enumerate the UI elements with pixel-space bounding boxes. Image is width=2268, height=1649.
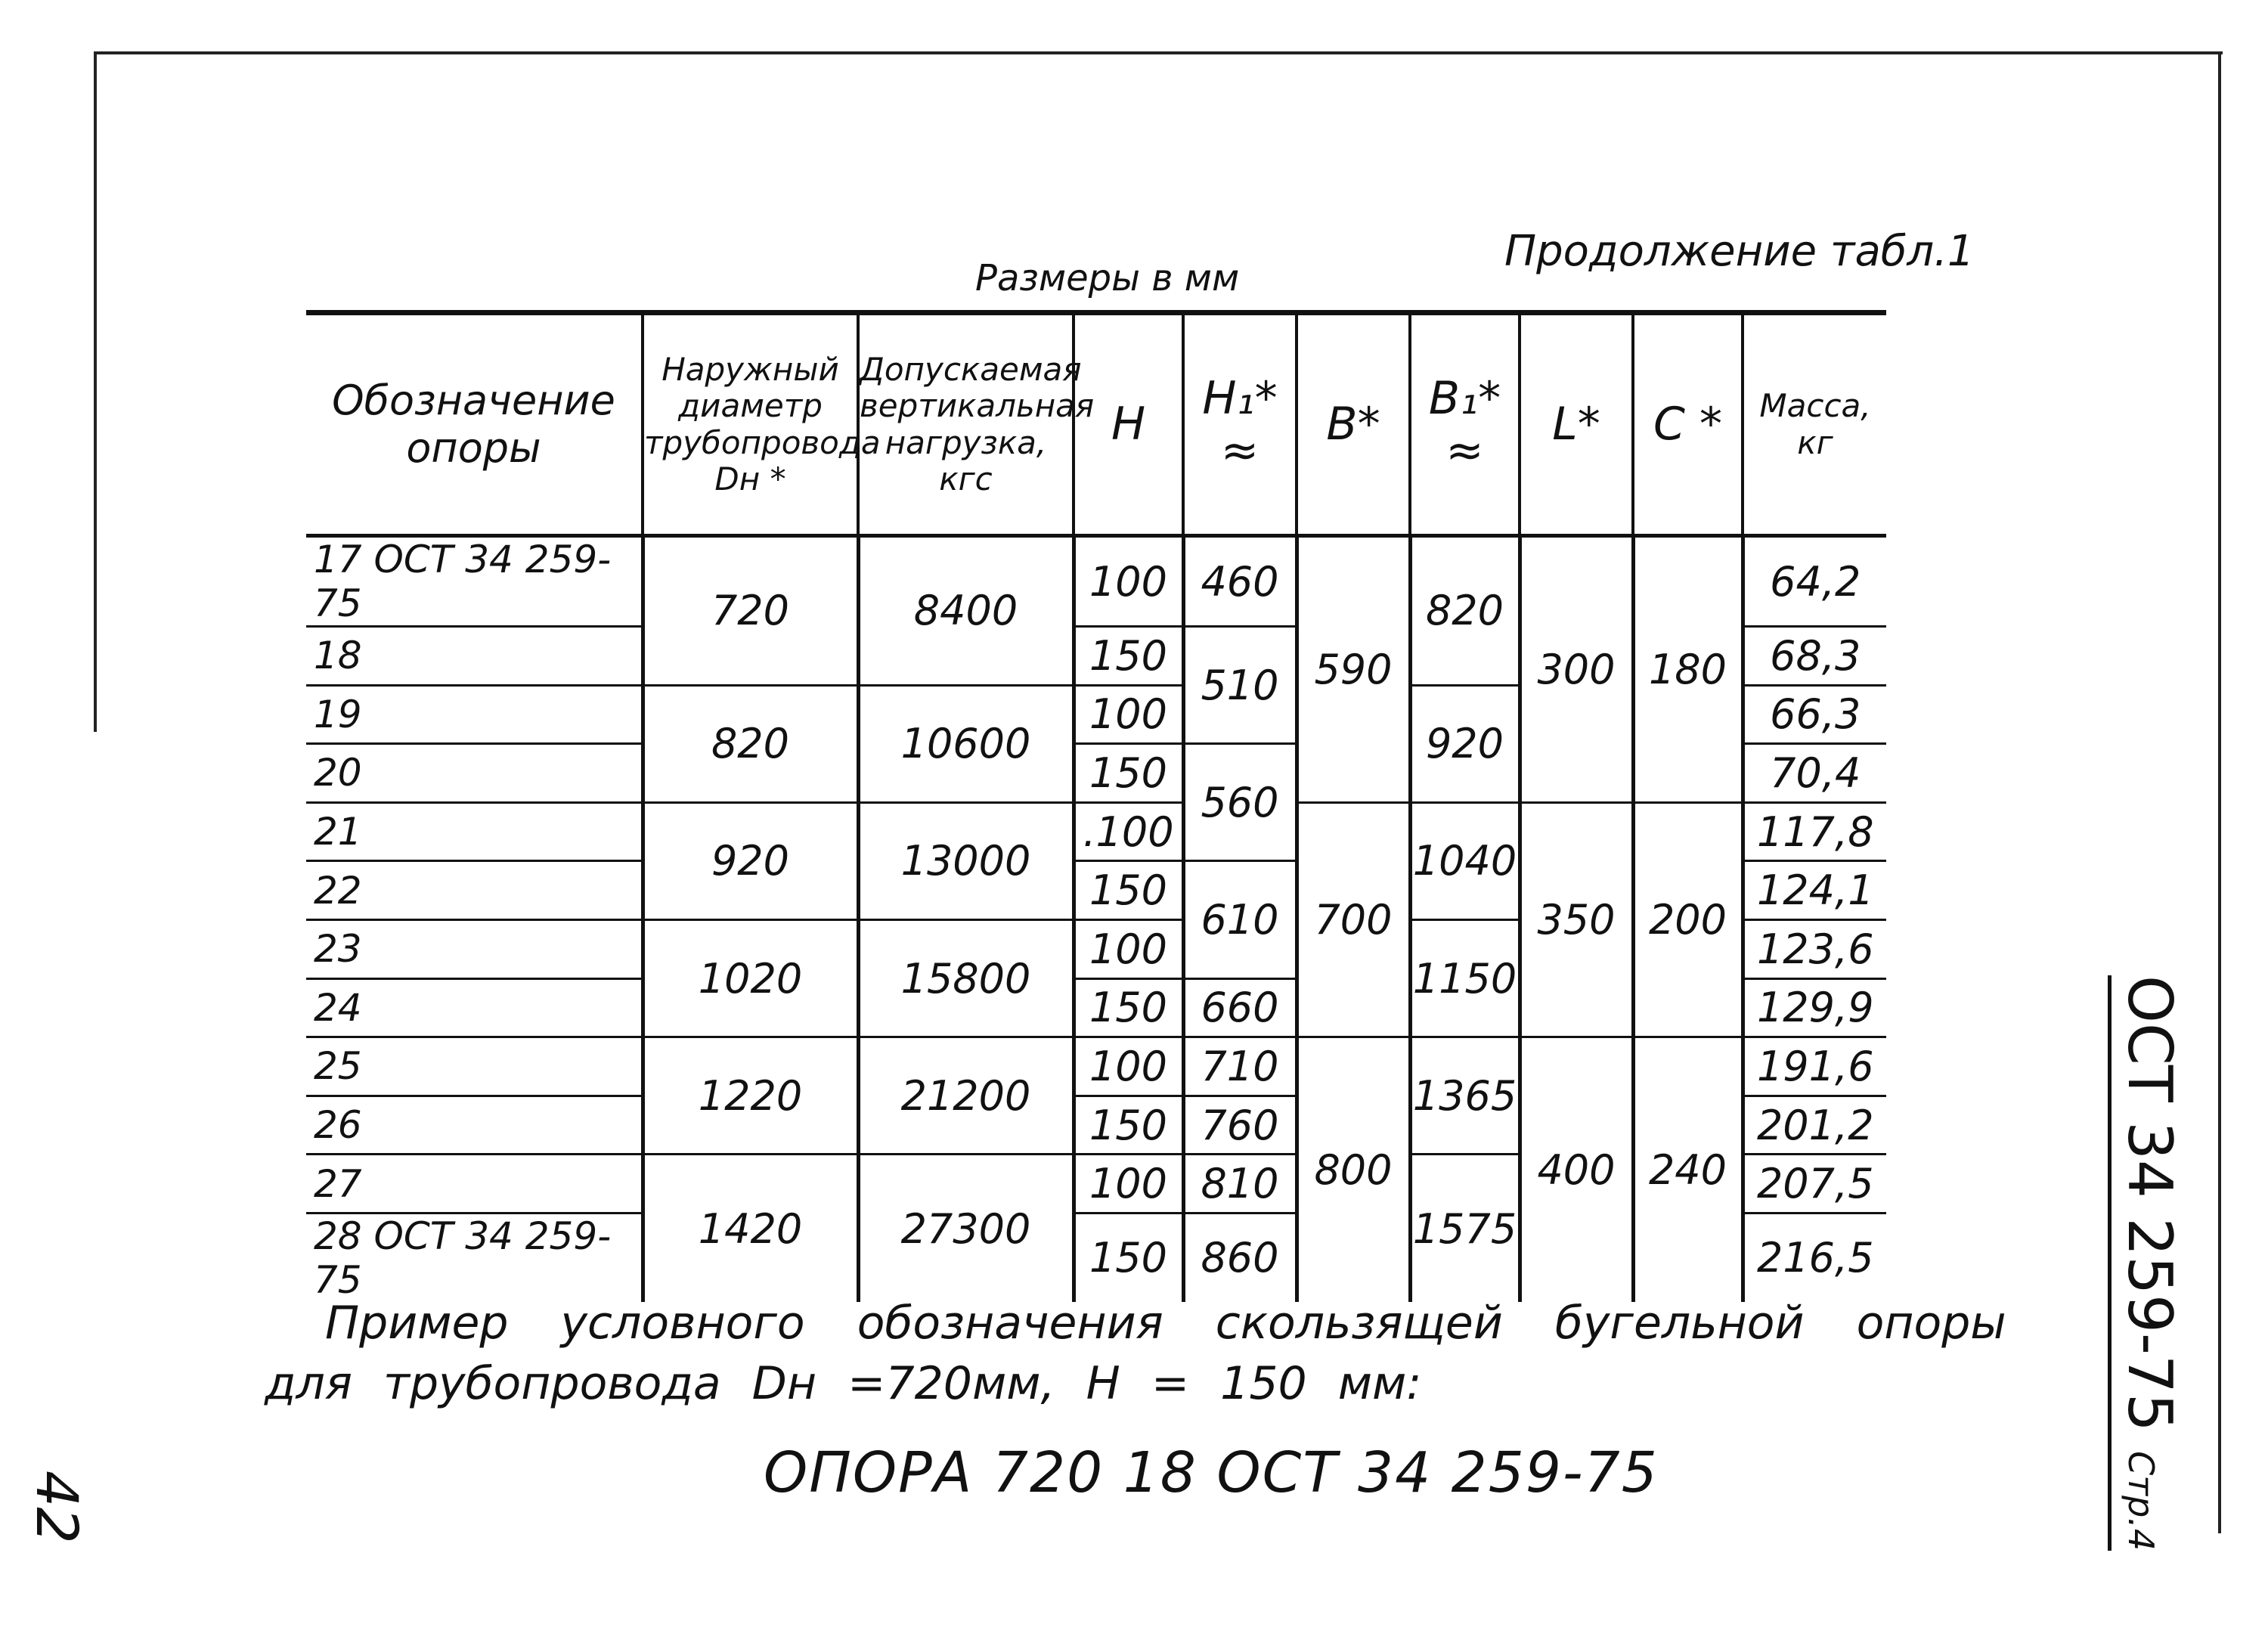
b1-cell: 1040 xyxy=(1410,802,1520,919)
h1-cell: 660 xyxy=(1183,978,1297,1037)
table-header-row xyxy=(306,313,1886,536)
diameter-cell: 1020 xyxy=(643,919,858,1037)
support-code-cell: 28 ОСТ 34 259-75 xyxy=(306,1213,643,1302)
load-cell: 15800 xyxy=(858,919,1074,1037)
mass-cell: 216,5 xyxy=(1743,1213,1886,1302)
col-header-b: B* xyxy=(1297,313,1410,536)
h-cell: 150 xyxy=(1074,978,1183,1037)
l-cell: 350 xyxy=(1520,802,1633,1037)
h-cell: 100 xyxy=(1074,685,1183,744)
support-code-cell: 25 xyxy=(306,1037,643,1096)
support-code-cell: 27 xyxy=(306,1155,643,1214)
b1-cell: 1575 xyxy=(1410,1155,1520,1302)
mass-cell: 123,6 xyxy=(1743,919,1886,978)
mass-cell: 68,3 xyxy=(1743,627,1886,686)
frame-top-line xyxy=(94,51,2223,54)
load-cell: 13000 xyxy=(858,802,1074,919)
support-code-cell: 21 xyxy=(306,802,643,861)
support-code-cell: 26 xyxy=(306,1096,643,1155)
b1-cell: 1150 xyxy=(1410,919,1520,1037)
table-row xyxy=(306,802,1886,861)
diameter-cell: 820 xyxy=(643,685,858,802)
h1-cell: 510 xyxy=(1183,627,1297,744)
h1-cell: 860 xyxy=(1183,1213,1297,1302)
diameter-cell: 1420 xyxy=(643,1155,858,1302)
h-cell: 150 xyxy=(1074,1213,1183,1302)
col-header-c: C * xyxy=(1633,313,1743,536)
table-row xyxy=(306,536,1886,627)
b1-cell: 1365 xyxy=(1410,1037,1520,1155)
mass-cell: 124,1 xyxy=(1743,861,1886,920)
diameter-cell: 920 xyxy=(643,802,858,919)
supports-spec-table xyxy=(306,310,1886,1302)
load-cell: 21200 xyxy=(858,1037,1074,1155)
col-header-h1: H₁* ≈ xyxy=(1183,313,1297,536)
h1-cell: 760 xyxy=(1183,1096,1297,1155)
h1-cell: 460 xyxy=(1183,536,1297,627)
b-cell: 800 xyxy=(1297,1037,1410,1302)
h-cell: 100 xyxy=(1074,919,1183,978)
h1-cell: 710 xyxy=(1183,1037,1297,1096)
support-code-cell: 23 xyxy=(306,919,643,978)
mass-cell: 191,6 xyxy=(1743,1037,1886,1096)
support-code-cell: 24 xyxy=(306,978,643,1037)
example-text-line2: для трубопровода Dн =720мм, H = 150 мм: xyxy=(265,1357,1422,1410)
h-cell: 100 xyxy=(1074,1037,1183,1096)
h-cell: 100 xyxy=(1074,536,1183,627)
b1-cell: 820 xyxy=(1410,536,1520,686)
table-continuation-label: Продолжение табл.1 xyxy=(1504,227,1975,276)
h-cell: .100 xyxy=(1074,802,1183,861)
h-cell: 150 xyxy=(1074,744,1183,803)
h-cell: 150 xyxy=(1074,861,1183,920)
l-cell: 300 xyxy=(1520,536,1633,803)
sheet-number: Стр.4 xyxy=(2121,1451,2161,1551)
col-header-outer-diameter: Наружный диаметр трубопровода Dн * xyxy=(643,313,858,536)
col-header-allowed-load: Допускаемая вертикальная нагрузка, кгс xyxy=(858,313,1074,536)
diameter-cell: 1220 xyxy=(643,1037,858,1155)
example-designation: ОПОРА 720 18 ОСТ 34 259-75 xyxy=(764,1440,1659,1505)
support-code-cell: 22 xyxy=(306,861,643,920)
l-cell: 400 xyxy=(1520,1037,1633,1302)
support-code-cell: 17 ОСТ 34 259-75 xyxy=(314,538,612,625)
h1-cell: 810 xyxy=(1183,1155,1297,1214)
dimensions-caption: Размеры в мм xyxy=(975,257,1240,299)
c-cell: 180 xyxy=(1633,536,1743,803)
mass-cell: 117,8 xyxy=(1743,802,1886,861)
load-cell: 8400 xyxy=(858,536,1074,686)
b1-cell: 920 xyxy=(1410,685,1520,802)
b-cell: 590 xyxy=(1297,536,1410,803)
col-header-mass: Масса, кг xyxy=(1743,313,1886,536)
col-header-designation: Обозначение опоры xyxy=(306,313,643,536)
b-cell: 700 xyxy=(1297,802,1410,1037)
mass-cell: 207,5 xyxy=(1743,1155,1886,1214)
h1-cell: 560 xyxy=(1183,744,1297,861)
support-code-cell: 20 xyxy=(306,744,643,803)
col-header-l: L* xyxy=(1520,313,1633,536)
frame-left-line xyxy=(94,51,97,732)
h1-cell: 610 xyxy=(1183,861,1297,978)
diameter-cell: 720 xyxy=(643,536,858,686)
h-cell: 150 xyxy=(1074,1096,1183,1155)
mass-cell: 66,3 xyxy=(1743,685,1886,744)
mass-cell: 129,9 xyxy=(1743,978,1886,1037)
mass-cell: 201,2 xyxy=(1743,1096,1886,1155)
col-header-b1: B₁* ≈ xyxy=(1410,313,1520,536)
col-header-h: H xyxy=(1074,313,1183,536)
mass-cell: 64,2 xyxy=(1743,536,1886,627)
page-number: 42 xyxy=(23,1471,91,1544)
standard-number: ОСТ 34 259-75 xyxy=(2115,975,2185,1432)
load-cell: 27300 xyxy=(858,1155,1074,1302)
load-cell: 10600 xyxy=(858,685,1074,802)
table-row xyxy=(306,1037,1886,1096)
c-cell: 240 xyxy=(1633,1037,1743,1302)
support-code-cell: 19 xyxy=(306,685,643,744)
support-code-cell: 18 xyxy=(306,627,643,686)
h-cell: 100 xyxy=(1074,1155,1183,1214)
frame-right-line xyxy=(2218,51,2221,1533)
mass-cell: 70,4 xyxy=(1743,744,1886,803)
c-cell: 200 xyxy=(1633,802,1743,1037)
h-cell: 150 xyxy=(1074,627,1183,686)
example-text-line1: Пример условного обозначения скользящей бугельной опоры xyxy=(325,1297,2006,1350)
standard-side-stamp xyxy=(2108,975,2185,1551)
